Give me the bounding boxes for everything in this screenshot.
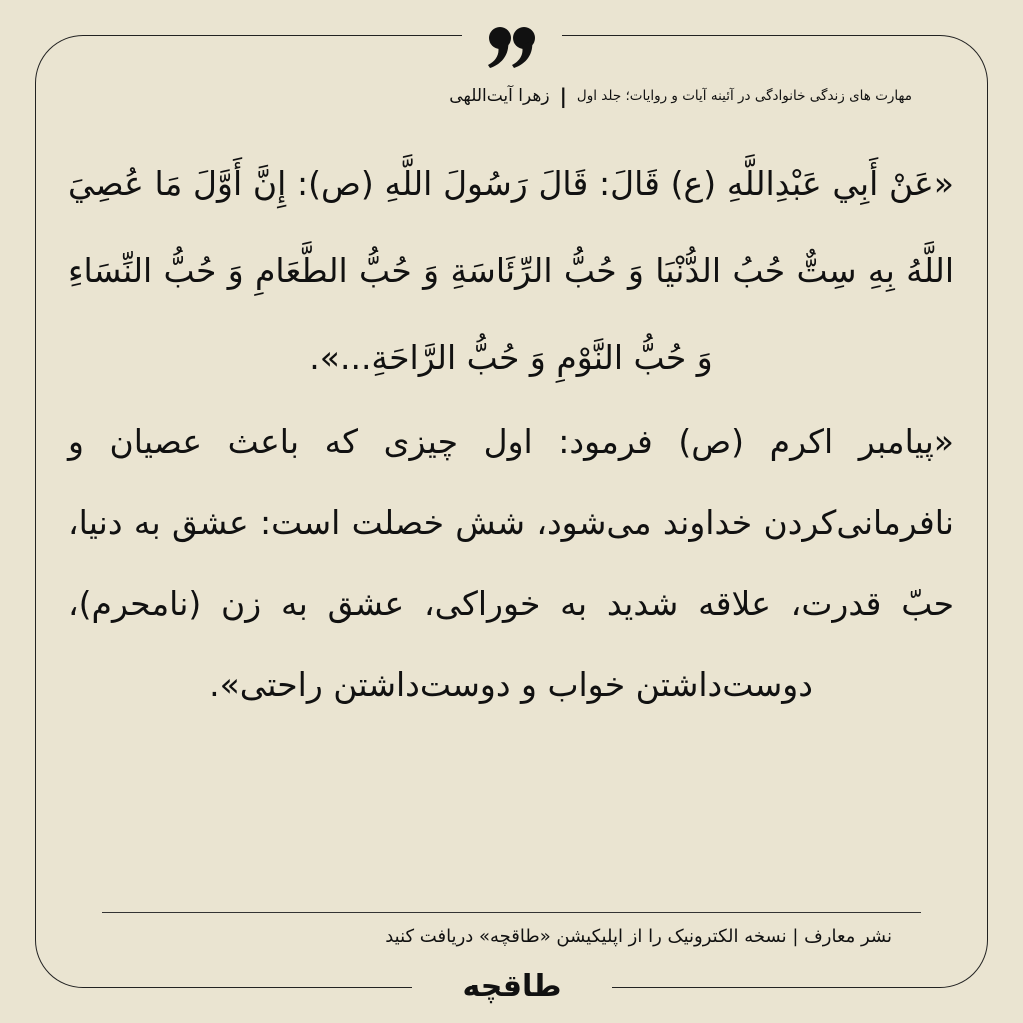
taaghche-logo: طاقچه bbox=[462, 969, 562, 1004]
page-header bbox=[300, 80, 912, 112]
quote-icon bbox=[462, 18, 562, 68]
persian-translation: «پیامبر اکرم (ص) فرمود: اول چیزی که باعث عصیان و نافرمانی‌کردن خداوند می‌شود، شش خصلت است: عشق به دنیا، حبّ قدرت، علاقه شدید به خوراکی، عشق به زن (نامحرم)، دوست‌داشتن خواب و دوست‌داشتن راحتی». bbox=[68, 422, 954, 704]
author-name: زهرا آیت‌اللهی bbox=[449, 86, 550, 106]
header-separator: | bbox=[559, 84, 567, 108]
arabic-hadith: «عَنْ أَبِي عَبْدِاللَّهِ (ع) قَالَ: قَالَ رَسُولَ اللَّهِ (ص): إِنَّ أَوَّلَ مَا عُصِيَ اللَّهُ بِهِ سِتٌّ حُبُ الدُّنْيَا وَ حُبُّ الرِّئَاسَةِ وَ حُبُّ الطَّعَامِ وَ حُبُّ النِّسَاءِ وَ حُبُّ النَّوْمِ وَ حُبُّ الرَّاحَةِ...». bbox=[68, 164, 954, 377]
footer-credit: نشر معارف | نسخه الکترونیک را از اپلیکیشن «طاقچه» دریافت کنید bbox=[385, 926, 892, 947]
footer-divider bbox=[102, 912, 921, 913]
hadith-block bbox=[68, 140, 954, 725]
book-title: مهارت های زندگی خانوادگی در آئینه آیات و روایات؛ جلد اول bbox=[576, 88, 912, 104]
